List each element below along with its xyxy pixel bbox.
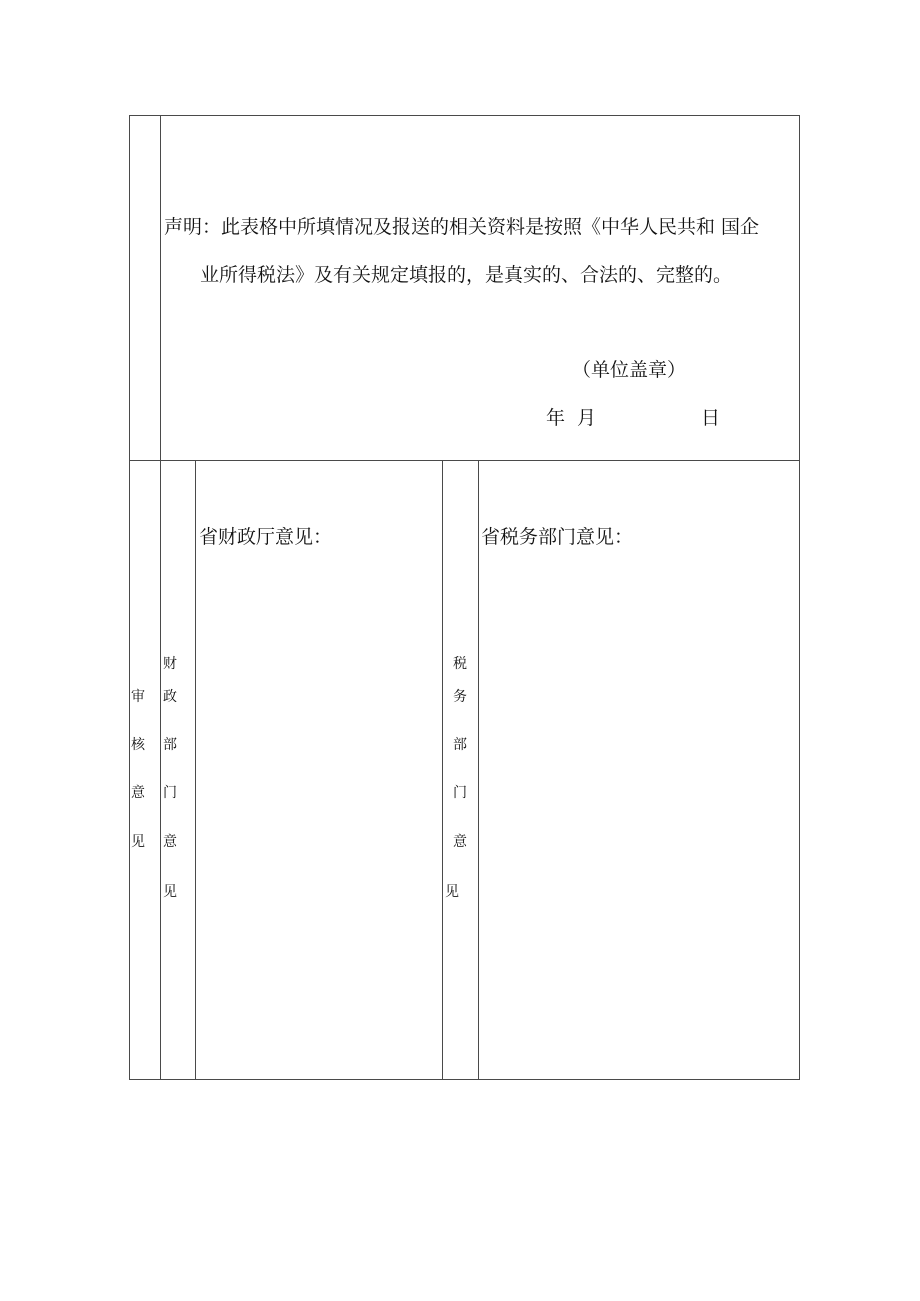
side-char: 见 <box>163 884 177 900</box>
side-char: 部 <box>453 737 467 753</box>
side-char: 门 <box>163 785 177 801</box>
table-top-border <box>129 115 800 116</box>
seal-label: （单位盖章） <box>572 359 687 381</box>
section-divider <box>129 460 800 461</box>
side-char: 意 <box>453 834 467 850</box>
date-day-label: 日 <box>701 407 721 429</box>
column-divider-4 <box>478 460 479 1080</box>
side-char: 审 <box>131 689 145 705</box>
table-right-border <box>799 115 800 1080</box>
column-divider-2 <box>195 460 196 1080</box>
side-char: 见 <box>131 834 145 850</box>
column-divider-1 <box>160 115 161 1080</box>
table-bottom-border <box>129 1079 800 1080</box>
table-left-border <box>129 115 130 1080</box>
side-char: 政 <box>163 689 177 705</box>
side-char: 意 <box>163 834 177 850</box>
tax-opinion-label: 省税务部门意见： <box>481 526 634 548</box>
side-char: 见 <box>445 884 459 900</box>
side-char: 意 <box>131 785 145 801</box>
side-char: 核 <box>131 737 145 753</box>
side-char: 务 <box>453 689 467 705</box>
declaration-line-2: 业所得税法》及有关规定填报的，是真实的、合法的、完整的。 <box>200 264 733 286</box>
date-month-label: 月 <box>577 407 597 429</box>
side-char: 门 <box>453 785 467 801</box>
finance-opinion-label: 省财政厅意见： <box>199 526 333 548</box>
declaration-line-1: 声明：此表格中所填情况及报送的相关资料是按照《中华人民共和 国企 <box>164 216 760 238</box>
date-year-label: 年 <box>546 407 566 429</box>
side-char: 部 <box>163 737 177 753</box>
side-char: 财 <box>163 656 177 672</box>
column-divider-3 <box>442 460 443 1080</box>
side-char: 税 <box>453 656 467 672</box>
